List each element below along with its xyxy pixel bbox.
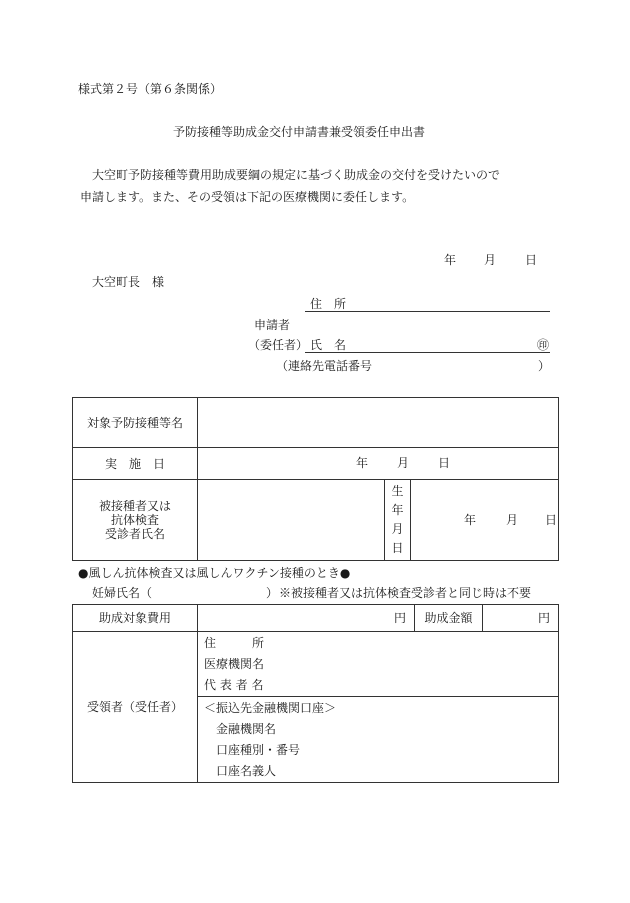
seal-mark: ㊞	[537, 338, 550, 352]
birth-char: 年	[391, 503, 404, 517]
form-number: 様式第２号（第６条関係）	[78, 82, 223, 96]
amount-field[interactable]	[483, 605, 559, 632]
institution-info[interactable]	[198, 632, 559, 697]
person-label-line1: 被接種者又は	[98, 499, 171, 513]
birth-char: 生	[391, 484, 404, 498]
cost-label: 助成対象費用	[73, 605, 198, 632]
person-name-label	[73, 480, 198, 561]
birth-char: 月	[391, 522, 404, 536]
implementation-date-label: 実 施 日	[73, 448, 198, 480]
birth-day: 日	[545, 513, 558, 527]
institution-address-label: 住 所	[204, 636, 265, 650]
cost-field[interactable]	[198, 605, 415, 632]
address-label: 住 所	[310, 297, 347, 311]
representative-label: 代 表 者 名	[204, 678, 264, 692]
addressee: 大空町長 様	[92, 275, 165, 289]
target-vaccination-label: 対象予防接種等名	[73, 398, 198, 448]
account-holder-label: 口座名義人	[216, 764, 277, 778]
name-line	[305, 352, 550, 353]
page-title: 予防接種等助成金交付申請書兼受領委任申出書	[173, 125, 426, 139]
address-line	[305, 311, 550, 312]
cost-yen: 円	[393, 611, 406, 625]
account-heading: ＜振込先金融機関口座＞	[204, 701, 337, 715]
implementation-date-field[interactable]	[198, 448, 559, 480]
date-year: 年	[444, 253, 457, 267]
birth-char: 日	[391, 541, 404, 555]
amount-yen: 円	[537, 611, 550, 625]
birthdate-field[interactable]	[411, 480, 559, 561]
birth-month: 月	[506, 513, 519, 527]
birth-year: 年	[464, 513, 477, 527]
person-name-field[interactable]	[198, 480, 385, 561]
intro-line-1: 大空町予防接種等費用助成要綱の規定に基づく助成金の交付を受けたいので	[92, 168, 501, 182]
phone-close: ）	[538, 359, 551, 373]
institution-name-label: 医療機関名	[204, 657, 265, 671]
pregnant-name-label: 妊婦氏名（	[92, 586, 153, 600]
pregnant-name-close: ）	[266, 586, 279, 600]
recipient-label: 受領者（受任者）	[73, 632, 198, 783]
person-label-line3: 受診者氏名	[104, 527, 165, 541]
applicant-label: 申請者	[254, 318, 291, 332]
vaccination-table	[72, 397, 559, 561]
impl-year: 年	[356, 456, 369, 470]
intro-line-2: 申請します。また、その受領は下記の医療機関に委任します。	[80, 190, 415, 204]
date-day: 日	[525, 253, 538, 267]
bank-account-info[interactable]	[198, 697, 559, 783]
name-label: 氏 名	[310, 338, 347, 352]
impl-month: 月	[397, 456, 410, 470]
target-vaccination-field[interactable]	[198, 398, 559, 448]
account-type-label: 口座種別・番号	[216, 743, 301, 757]
birthdate-label	[385, 480, 411, 561]
amount-label: 助成金額	[415, 605, 483, 632]
pregnant-note: ※被接種者又は抗体検査受診者と同じ時は不要	[279, 586, 532, 600]
subsidy-table	[72, 604, 559, 783]
impl-day: 日	[438, 456, 451, 470]
delegator-label: （委任者）	[248, 338, 309, 352]
date-month: 月	[484, 253, 497, 267]
person-label-line2: 抗体検査	[110, 513, 159, 527]
phone-label: （連絡先電話番号	[276, 359, 373, 373]
bank-name-label: 金融機関名	[216, 722, 277, 736]
rubella-heading: ●風しん抗体検査又は風しんワクチン接種のとき●	[78, 566, 351, 580]
